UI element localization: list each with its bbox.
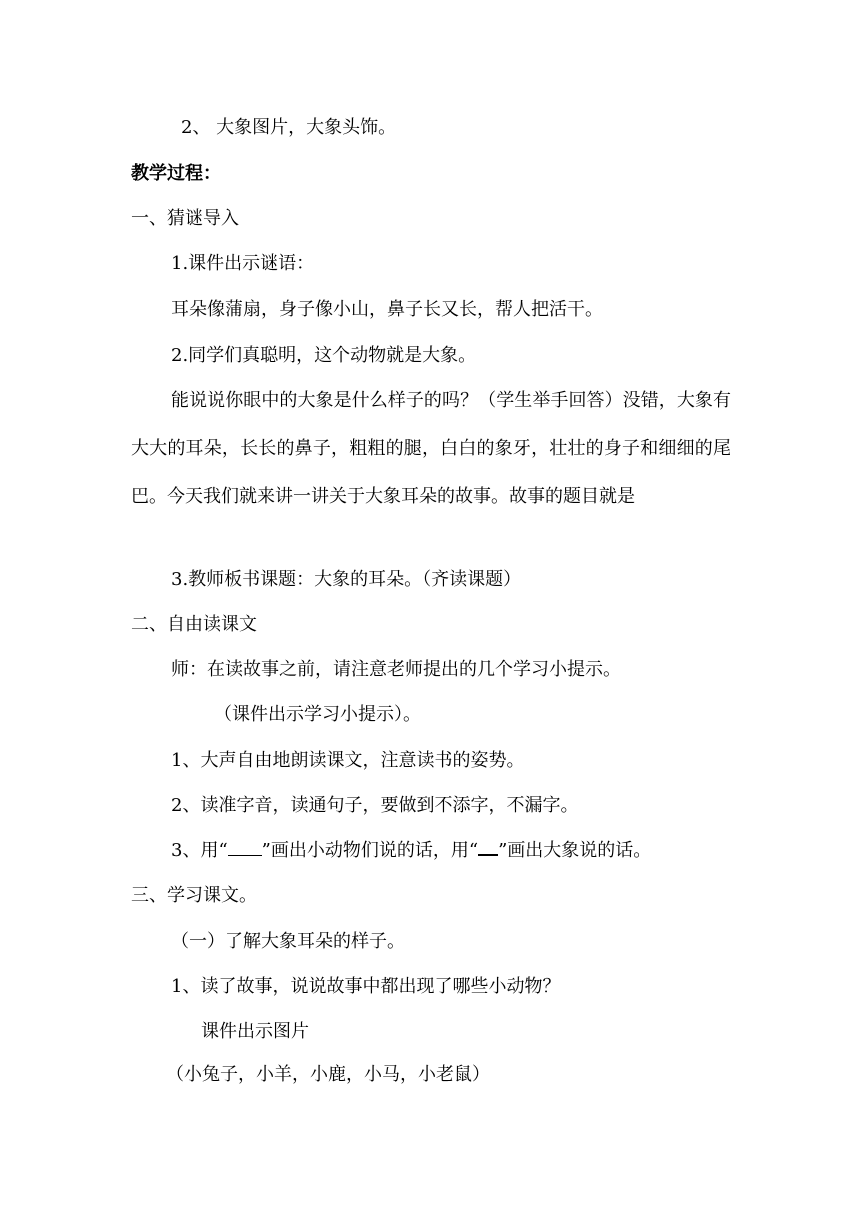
section-3-animal-list: （小兔子，小羊，小鹿，小马，小老鼠）: [166, 1064, 490, 1085]
underline-blank-short: [478, 839, 498, 856]
hint-title: （课件出示学习小提示）。: [214, 704, 421, 725]
section-1-item-1: 1.课件出示谜语：: [171, 253, 315, 274]
material-item-2: 2、 大象图片，大象头饰。: [181, 117, 397, 138]
teacher-line: 师：在读故事之前，请注意老师提出的几个学习小提示。: [171, 659, 621, 680]
section-1-title: 一、猜谜导入: [131, 208, 239, 229]
section-3-title: 三、学习课文。: [131, 885, 257, 906]
process-heading: 教学过程：: [131, 163, 221, 184]
hint-2: 2、读准字音，读通句子，要做到不添字，不漏字。: [171, 795, 579, 816]
section-1-paragraph: 能说说你眼中的大象是什么样子的吗？（学生举手回答）没错，大象有大大的耳朵，长长的鼻子，粗粗的腿，白白的象牙，壮壮的身子和细细的尾巴。今天我们就来讲一讲关于大象耳朵的故事。故事的题目就是: [131, 390, 731, 507]
section-1-item-2: 2.同学们真聪明，这个动物就是大象。: [171, 345, 477, 366]
hint-3-part-a: 3、用“: [171, 840, 228, 861]
riddle-text: 耳朵像蒲扇，身子像小山，鼻子长又长，帮人把活干。: [171, 299, 603, 320]
hint-3-part-c: ”画出大象说的话。: [498, 840, 652, 861]
section-3-question-1: 1、读了故事，说说故事中都出现了哪些小动物？: [171, 976, 561, 997]
section-2-title: 二、自由读课文: [131, 614, 257, 635]
hint-1: 1、大声自由地朗读课文，注意读书的姿势。: [171, 750, 525, 771]
hint-3: [171, 839, 651, 863]
underline-blank-long: [228, 840, 262, 856]
section-3-show-pictures: 课件出示图片: [201, 1021, 309, 1042]
section-1-item-3: 3.教师板书课题：大象的耳朵。（齐读课题）: [171, 569, 522, 590]
hint-3-part-b: ”画出小动物们说的话，用“: [261, 840, 479, 861]
section-3-subheading-1: （一）了解大象耳朵的样子。: [171, 931, 405, 952]
